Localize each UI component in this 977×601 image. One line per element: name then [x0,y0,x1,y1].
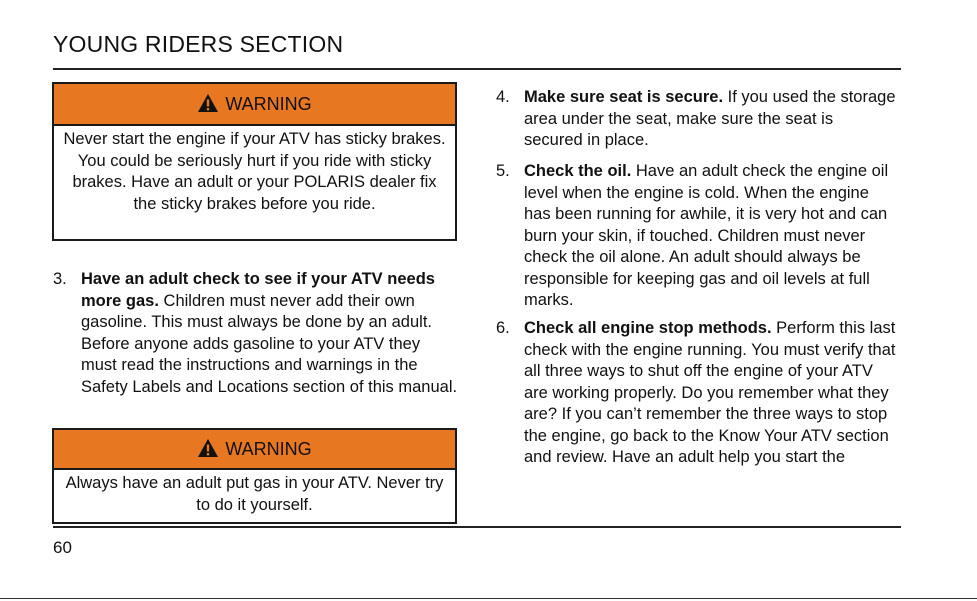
list-item [496,161,898,312]
item-text [524,161,898,312]
item-heading: Check all engine stop methods. [524,319,772,337]
warning-box-gas [52,428,457,524]
warning-box-brakes [52,82,457,241]
item-number: 3. [53,270,67,288]
section-title: YOUNG RIDERS SECTION [53,31,344,57]
item-heading: Have an adult check to see if your ATV needs more gas. [81,270,435,310]
warning-triangle-icon [197,93,219,113]
item-text [81,269,459,398]
warning-header [54,430,455,470]
page-number: 60 [53,538,72,557]
bottom-divider [53,526,901,528]
list-item [53,269,459,398]
footer-divider [0,598,977,599]
item-number: 4. [496,88,510,106]
warning-header [54,84,455,126]
warning-label: WARNING [225,93,312,114]
list-item [496,318,898,469]
item-body: If you used the storage area under the seat, make sure the seat is secured in place. [524,88,896,149]
warning-text: Always have an adult put gas in your ATV. Never try to do it yourself. [65,474,444,514]
item-body: Children must never add their own gasoline. This must always be done by an adult. Before anyone adds gasoline to your ATV they must read the instructions and warnings in the Safety Labels and Locations section of this manual. [81,291,458,396]
item-text [524,318,898,469]
list-item [496,87,896,152]
item-heading: Check the oil. [524,162,632,180]
top-divider [53,68,901,70]
item-body: Have an adult check the engine oil level when the engine is cold. When the engine has been running for awhile, it is very hot and can burn your skin, if touched. Children must never check the oil alone. An adult should always be responsible for keeping gas and oil levels at full marks. [524,162,889,309]
warning-label: WARNING [225,438,312,459]
item-heading: Make sure seat is secure. [524,88,724,106]
warning-triangle-icon [197,438,219,458]
item-number: 5. [496,162,510,180]
item-number: 6. [496,319,510,337]
warning-text: Never start the engine if your ATV has sticky brakes. You could be seriously hurt if you ride with sticky brakes. Have an adult or your POLARIS dealer fix the sticky brakes before you ride. [63,130,446,213]
item-text [524,87,896,152]
item-body: Perform this last check with the engine running. You must verify that all three ways to shut off the engine of your ATV are working properly. Do you remember what they are? If you can’t remember the three ways to stop the engine, go back to the Know Your ATV section and review. Have an adult help you start the [524,319,896,466]
